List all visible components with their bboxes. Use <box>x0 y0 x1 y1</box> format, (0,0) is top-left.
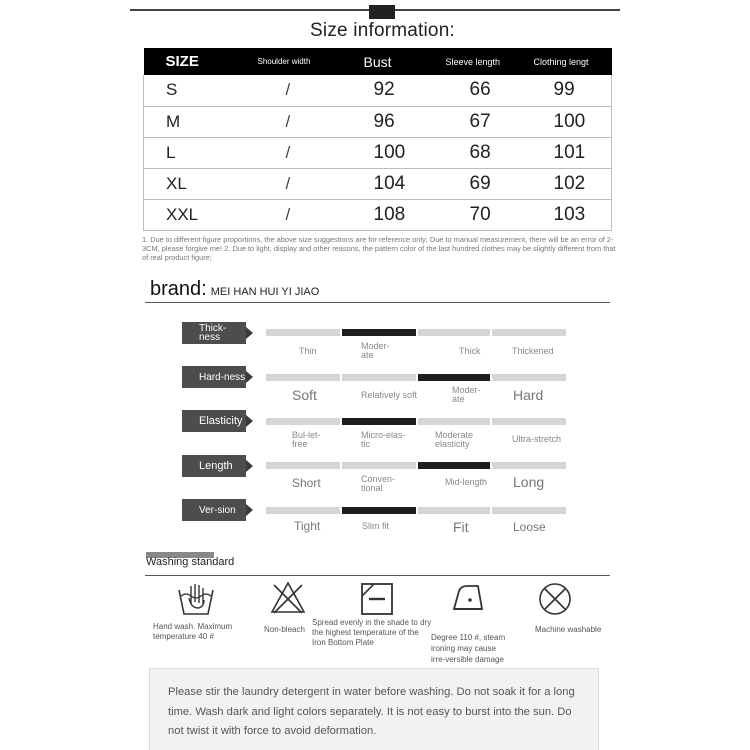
version-option-slim-fit: Slim fit <box>362 521 389 531</box>
size-table-header <box>144 48 612 75</box>
size-disclaimer-note: 1. Due to different figure proportions, the above size suggestions are for reference only; Due to manual measurement, there will be an error of 2-3CM, please forgive me! 2. Due to light, display and other reasons, the pattern color of the last hundred clothes may be slightly different from that of real product figure; <box>142 235 616 263</box>
length-option-short: Short <box>292 476 321 490</box>
length-option-long: Long <box>513 474 545 490</box>
elasticity-option-micro-elastic: Micro-elas-tic <box>361 430 406 449</box>
length-bar-mid-length <box>418 462 490 469</box>
version-option-fit: Fit <box>453 519 469 535</box>
hardness-bar-relatively-soft <box>342 374 416 381</box>
no-bleach-icon <box>270 581 306 615</box>
hardness-bar-hard <box>492 374 566 381</box>
elasticity-option-moderate: Moderate elasticity <box>435 430 474 449</box>
attr-label-version: Ver-sion <box>182 499 246 521</box>
cell-length: 101 <box>522 137 612 168</box>
attr-arrow <box>246 460 253 472</box>
cell-sleeve: 66 <box>430 75 522 106</box>
size-info-title: Size information: <box>310 20 455 41</box>
hardness-option-hard: Hard <box>513 387 544 403</box>
brand-heading <box>150 278 319 301</box>
table-row <box>144 168 612 199</box>
table-row <box>144 106 612 137</box>
ironing-text: Degree 110 #, steam ironing may cause irre-versible damage <box>431 633 506 664</box>
elasticity-option-ultra-stretch: Ultra-stretch <box>512 434 562 444</box>
attr-arrow <box>246 327 253 339</box>
brand-label: brand: <box>150 278 207 300</box>
hardness-option-soft: Soft <box>292 387 317 403</box>
header-sleeve-length: Sleeve length <box>430 48 522 75</box>
attr-label-length: Length <box>182 455 246 477</box>
table-row <box>144 137 612 168</box>
cell-bust: 92 <box>332 75 430 106</box>
cell-length: 102 <box>522 168 612 199</box>
cell-shoulder: / <box>238 168 332 199</box>
cell-bust: 104 <box>332 168 430 199</box>
cell-size: XL <box>144 168 238 199</box>
thickness-bar-thin <box>266 329 340 336</box>
thickness-bar-thickened <box>492 329 566 336</box>
cell-sleeve: 67 <box>430 106 522 137</box>
table-row <box>144 199 612 230</box>
hardness-option-moderate: Moder-ate <box>452 385 481 404</box>
cell-bust: 96 <box>332 106 430 137</box>
thickness-option-thick: Thick <box>459 346 481 356</box>
cell-sleeve: 70 <box>430 199 522 230</box>
attr-arrow <box>246 371 253 383</box>
cell-shoulder: / <box>238 199 332 230</box>
washing-standard-title: Washing standard <box>146 556 235 568</box>
hardness-option-relatively-soft: Relatively soft <box>361 390 418 400</box>
machine-wash-text: Machine washable <box>535 625 602 634</box>
cell-sleeve: 68 <box>430 137 522 168</box>
dry-flat-text: Spread evenly in the shade to dry the highest temperature of the Iron Bottom Plate <box>312 618 432 647</box>
version-option-tight: Tight <box>294 519 321 533</box>
cell-size: M <box>144 106 238 137</box>
header-bust: Bust <box>332 48 430 75</box>
cell-length: 100 <box>522 106 612 137</box>
cell-bust: 100 <box>332 137 430 168</box>
cell-size: L <box>144 137 238 168</box>
elasticity-bar-bullet-free <box>266 418 340 425</box>
header-shoulder-width: Shoulder width <box>238 48 332 75</box>
attr-label-hardness: Hard-ness <box>182 366 246 388</box>
version-bar-slim-fit <box>342 507 416 514</box>
thickness-bar-thick <box>418 329 490 336</box>
non-bleach-text: Non-bleach <box>264 625 305 634</box>
elasticity-bar-ultra-stretch <box>492 418 566 425</box>
brand-name: MEI HAN HUI YI JIAO <box>210 286 320 298</box>
version-bar-tight <box>266 507 340 514</box>
length-bar-conventional <box>342 462 416 469</box>
thickness-bar-moderate <box>342 329 416 336</box>
washing-tips-text: Please stir the laundry detergent in water before washing. Do not soak it for a long time. Wash dark and light colors separately. It is not easy to burst into the sun. Do not twist it with force to avoid deformation. <box>168 686 575 737</box>
cell-shoulder: / <box>238 137 332 168</box>
washing-divider <box>145 575 610 576</box>
attr-label-elasticity: Elasticity <box>182 410 246 432</box>
cell-shoulder: / <box>238 106 332 137</box>
cell-shoulder: / <box>238 75 332 106</box>
cell-size: S <box>144 75 238 106</box>
hand-wash-text: Hand wash. Maximum temperature 40 # <box>153 622 233 641</box>
cell-length: 103 <box>522 199 612 230</box>
hand-wash-icon <box>176 582 216 618</box>
length-bar-short <box>266 462 340 469</box>
dry-flat-shade-icon <box>360 582 394 616</box>
version-option-loose: Loose <box>513 520 546 534</box>
attr-arrow <box>246 415 253 427</box>
cell-sleeve: 69 <box>430 168 522 199</box>
attr-arrow <box>246 504 253 516</box>
brand-divider <box>145 302 610 303</box>
hardness-bar-moderate <box>418 374 490 381</box>
length-bar-long <box>492 462 566 469</box>
attr-label-thickness: Thick-ness <box>182 322 246 344</box>
size-table <box>143 48 612 231</box>
header-size: SIZE <box>144 48 238 75</box>
elasticity-bar-micro-elastic <box>342 418 416 425</box>
top-divider-notch <box>369 5 395 19</box>
version-bar-loose <box>492 507 566 514</box>
hardness-bar-soft <box>266 374 340 381</box>
thickness-option-moderate: Moder-ate <box>361 341 390 360</box>
header-clothing-length: Clothing lengt <box>522 48 612 75</box>
elasticity-option-bullet-free: Bul-let-free <box>292 430 321 449</box>
iron-icon <box>450 583 486 615</box>
cell-length: 99 <box>522 75 612 106</box>
table-row <box>144 75 612 106</box>
thickness-option-thickened: Thickened <box>512 346 554 356</box>
cell-bust: 108 <box>332 199 430 230</box>
do-not-machine-wash-icon <box>537 582 573 616</box>
length-option-conventional: Conven-tional <box>361 474 396 493</box>
cell-size: XXL <box>144 199 238 230</box>
version-bar-fit <box>418 507 490 514</box>
length-option-mid-length: Mid-length <box>445 477 488 487</box>
elasticity-bar-moderate <box>418 418 490 425</box>
thickness-option-thin: Thin <box>299 346 317 356</box>
